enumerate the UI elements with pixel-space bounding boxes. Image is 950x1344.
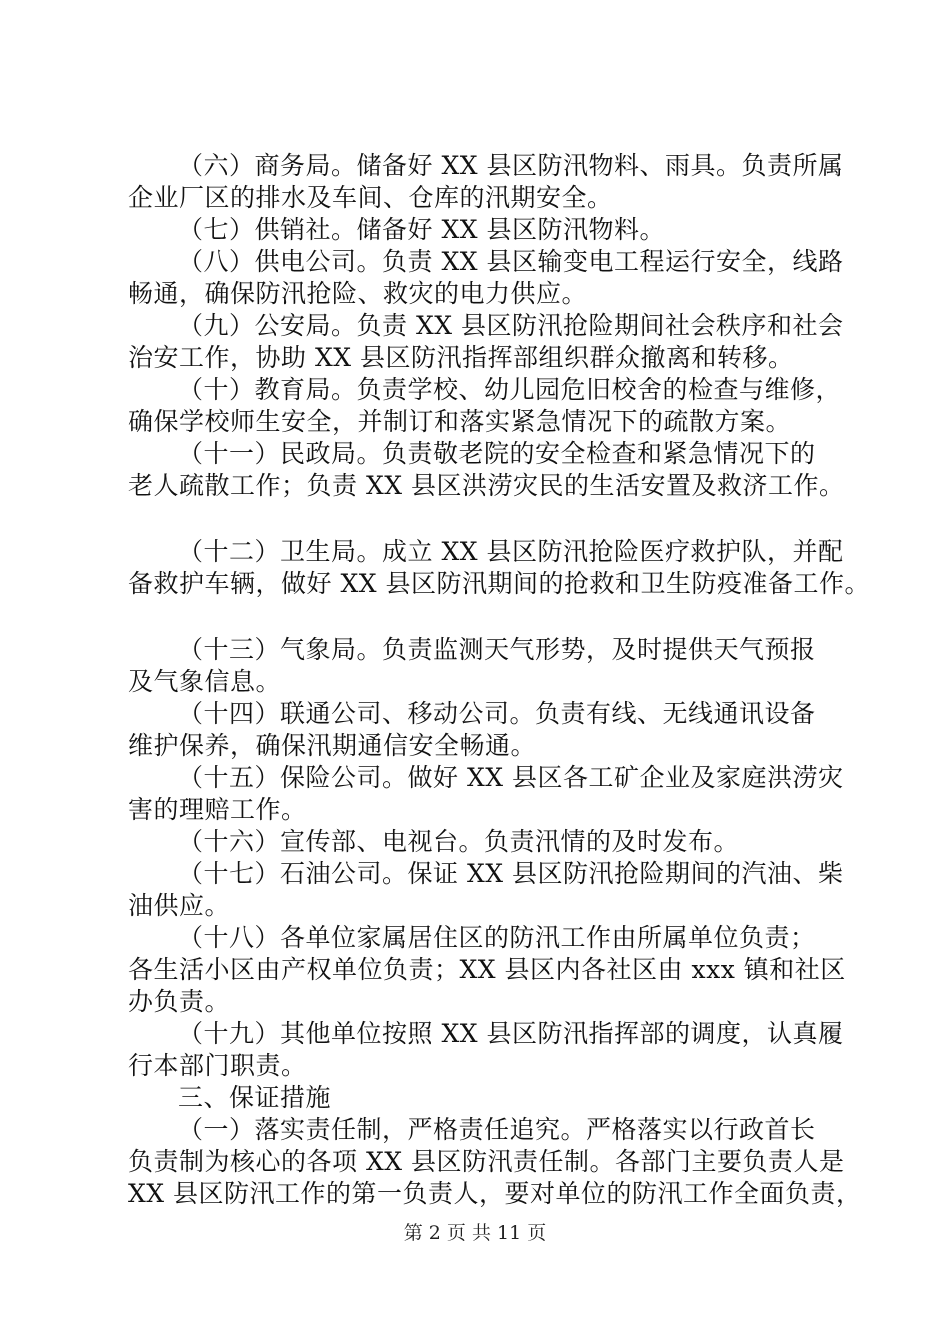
text-line: XX 县区防汛工作的第一负责人，要对单位的防汛工作全面负责， [128,1179,862,1208]
text-line: 老人疏散工作；负责 XX 县区洪涝灾民的生活安置及救济工作。 [128,471,845,500]
text-line: 及气象信息。 [128,667,282,696]
text-line: （十三）气象局。负责监测天气形势，及时提供天气预报 [178,635,816,664]
text-line: （十）教育局。负责学校、幼儿园危旧校舍的检查与维修， [178,375,842,404]
document-body [128,150,870,1210]
text-line: 负责制为核心的各项 XX 县区防汛责任制。各部门主要负责人是 [128,1147,845,1176]
text-line: 畅通，确保防汛抢险、救灾的电力供应。 [128,279,588,308]
text-line: （七）供销社。储备好 XX 县区防汛物料。 [178,215,665,244]
text-line: （十二）卫生局。成立 XX 县区防汛抢险医疗救护队，并配 [178,537,844,566]
text-line: （十一）民政局。负责敬老院的安全检查和紧急情况下的 [178,439,816,468]
section-heading: 三、保证措施 [178,1083,332,1112]
page-number-footer: 第 2 页 共 11 页 [403,1222,547,1244]
text-line: 各生活小区由产权单位负责；XX 县区内各社区由 xxx 镇和社区 [128,955,846,984]
text-line: 害的理赔工作。 [128,795,307,824]
text-line: 油供应。 [128,891,231,920]
text-line: 企业厂区的排水及车间、仓库的汛期安全。 [128,183,613,212]
text-line: 确保学校师生安全，并制订和落实紧急情况下的疏散方案。 [128,407,792,436]
text-line: 治安工作，协助 XX 县区防汛指挥部组织群众撤离和转移。 [128,343,794,372]
text-line: 维护保养，确保汛期通信安全畅通。 [128,731,537,760]
text-line: （十九）其他单位按照 XX 县区防汛指挥部的调度，认真履 [178,1019,844,1048]
text-line: （十七）石油公司。保证 XX 县区防汛抢险期间的汽油、柴 [178,859,844,888]
text-line: （十八）各单位家属居住区的防汛工作由所属单位负责； [178,923,816,952]
text-line: 办负责。 [128,987,231,1016]
text-line: （十四）联通公司、移动公司。负责有线、无线通讯设备 [178,699,816,728]
text-line: （一）落实责任制，严格责任追究。严格落实以行政首长 [178,1115,816,1144]
text-line: 行本部门职责。 [128,1051,307,1080]
text-line: （六）商务局。储备好 XX 县区防汛物料、雨具。负责所属 [178,151,844,180]
text-line: （十六）宣传部、电视台。负责汛情的及时发布。 [178,827,740,856]
text-line: （九）公安局。负责 XX 县区防汛抢险期间社会秩序和社会 [178,311,844,340]
text-line: （八）供电公司。负责 XX 县区输变电工程运行安全，线路 [178,247,844,276]
text-line: （十五）保险公司。做好 XX 县区各工矿企业及家庭洪涝灾 [178,763,844,792]
text-line: 备救护车辆，做好 XX 县区防汛期间的抢救和卫生防疫准备工作。 [128,569,870,598]
